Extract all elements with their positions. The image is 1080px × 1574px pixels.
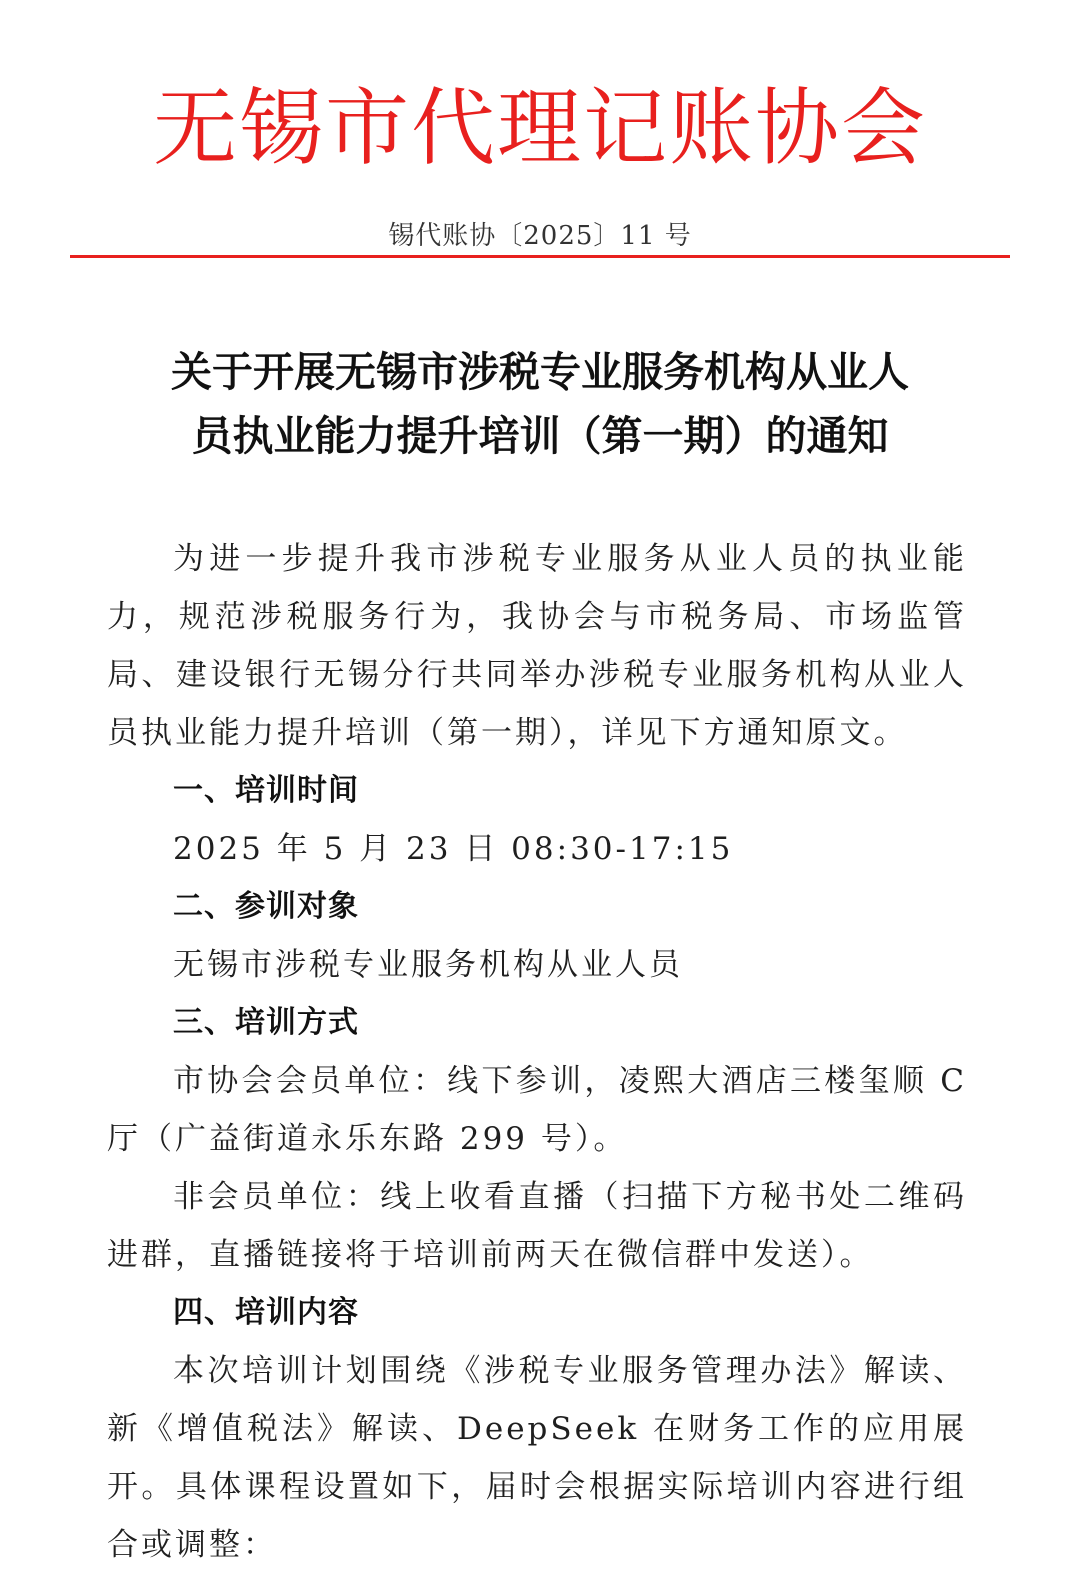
member-unit-paragraph [107,1052,967,1168]
nonmember-unit-paragraph [107,1168,967,1284]
section-heading-training-method: 三、培训方式 [173,1005,359,1040]
notice-title-line-2: 员执业能力提升培训（第一期）的通知 [191,412,889,460]
notice-title-line-1: 关于开展无锡市涉税专业服务机构从业人 [171,348,909,396]
nonmember-unit-label: 非会员单位： [173,1179,381,1215]
member-unit-text: 线下参训，凌熙大酒店三楼玺顺 C 厅（广益街道永乐东路 299 号）。 [107,1063,967,1157]
notice-body [107,530,967,1574]
section-heading-training-content: 四、培训内容 [173,1295,359,1330]
intro-paragraph: 为进一步提升我市涉税专业服务从业人员的执业能力，规范涉税服务行为，我协会与市税务局、市场监管局、建设银行无锡分行共同举办涉税专业服务机构从业人员执业能力提升培训（第一期），详见下方通知原文。 [107,541,967,751]
red-divider-line [70,255,1010,258]
nonmember-unit-text: 线上收看直播（扫描下方秘书处二维码进群，直播链接将于培训前两天在微信群中发送）。 [107,1179,968,1273]
training-time-text: 2025 年 5 月 23 日 08:30-17:15 [173,831,734,867]
notice-title [80,340,1000,468]
document-number: 锡代账协〔2025〕11 号 [388,221,692,251]
section-heading-participants: 二、参训对象 [173,889,359,924]
org-name-header: 无锡市代理记账协会 [152,79,927,177]
member-unit-label: 市协会会员单位： [173,1063,448,1099]
training-content-paragraph: 本次培训计划围绕《涉税专业服务管理办法》解读、新《增值税法》解读、DeepSeek 在财务工作的应用展开。具体课程设置如下，届时会根据实际培训内容进行组合或调整： [107,1353,967,1563]
participants-text: 无锡市涉税专业服务机构从业人员 [173,947,683,983]
section-heading-training-time: 一、培训时间 [173,773,359,808]
